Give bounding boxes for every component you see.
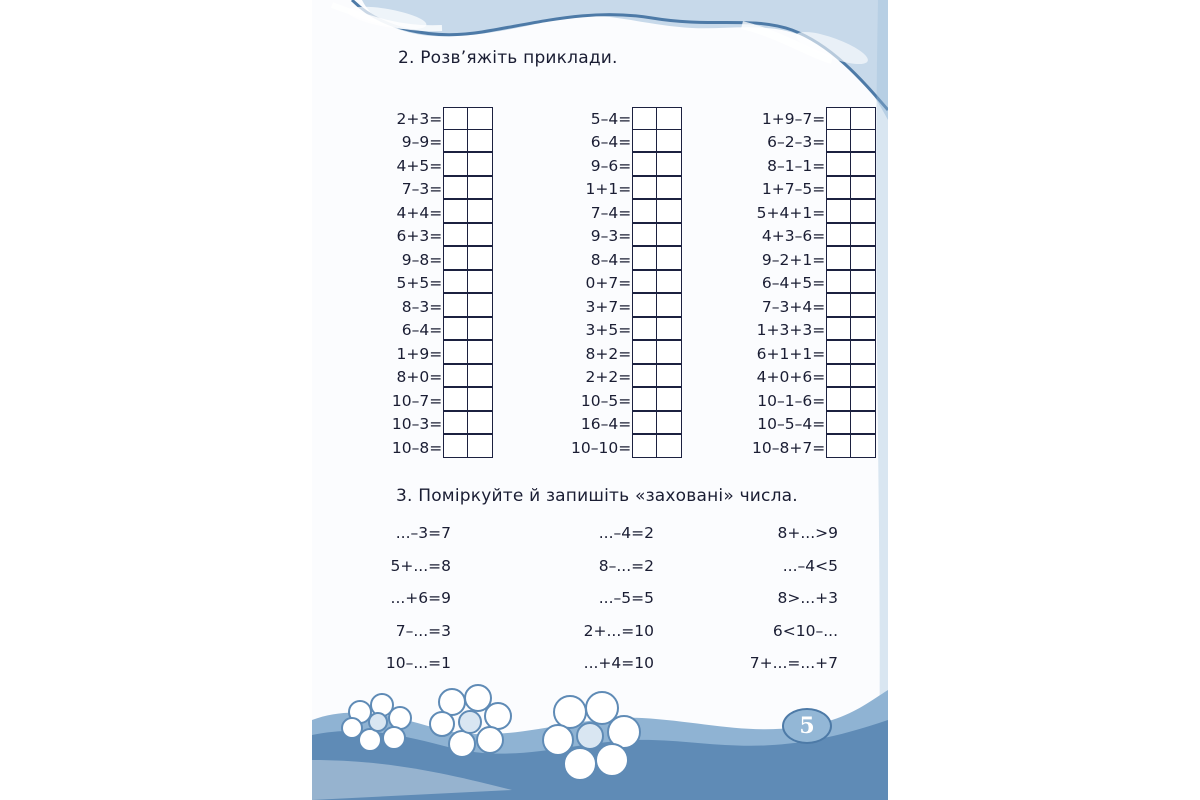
problem-expression: 2+2= bbox=[585, 368, 632, 387]
hidden-number-problem: ...+6=9 bbox=[390, 589, 451, 607]
answer-box[interactable] bbox=[850, 340, 876, 364]
problem-row bbox=[571, 248, 682, 272]
answer-box[interactable] bbox=[826, 387, 852, 411]
hidden-number-problem: 6<10–... bbox=[772, 621, 838, 640]
answer-boxes bbox=[444, 107, 493, 131]
answer-box[interactable] bbox=[443, 364, 469, 388]
problem-row bbox=[392, 342, 493, 366]
answer-boxes bbox=[444, 178, 493, 202]
answer-boxes bbox=[827, 319, 876, 343]
worksheet-page bbox=[312, 0, 888, 800]
answer-boxes bbox=[444, 154, 493, 178]
problem-row bbox=[392, 366, 493, 390]
problem-row bbox=[752, 131, 876, 155]
hidden-number-problem: 7–...=3 bbox=[395, 621, 451, 640]
problem-row bbox=[571, 225, 682, 249]
problem-expression: 7–3= bbox=[401, 180, 443, 199]
problem-expression: 10–5–4= bbox=[757, 415, 826, 434]
answer-boxes bbox=[633, 248, 682, 272]
answer-boxes bbox=[827, 107, 876, 131]
problem-expression: 16–4= bbox=[580, 415, 632, 434]
answer-box[interactable] bbox=[443, 107, 469, 131]
answer-boxes bbox=[633, 319, 682, 343]
problem-row bbox=[571, 389, 682, 413]
problem-column-3 bbox=[752, 107, 876, 460]
answer-box[interactable] bbox=[632, 176, 658, 200]
problem-expression: 1+3+3= bbox=[756, 321, 826, 340]
hidden-number-problem: 2+...=10 bbox=[583, 621, 654, 640]
answer-box[interactable] bbox=[656, 199, 682, 223]
problem-expression: 9–9= bbox=[401, 133, 443, 152]
hidden-number-problem: ...–5=5 bbox=[598, 589, 654, 607]
problem-expression: 3+7= bbox=[585, 297, 632, 316]
hidden-number-problem: 8+...>9 bbox=[777, 524, 838, 542]
problem-row bbox=[571, 413, 682, 437]
problem-expression: 3+5= bbox=[585, 321, 632, 340]
problem-row bbox=[571, 272, 682, 296]
answer-boxes bbox=[633, 413, 682, 437]
hidden-number-problem: 8–...=2 bbox=[598, 556, 654, 575]
answer-boxes bbox=[827, 342, 876, 366]
problem-row bbox=[571, 107, 682, 131]
answer-box[interactable] bbox=[467, 364, 493, 388]
problem-row bbox=[752, 413, 876, 437]
problem-row bbox=[752, 107, 876, 131]
problem-expression: 4+4= bbox=[396, 203, 443, 222]
problem-expression: 9–8= bbox=[401, 250, 443, 269]
answer-box[interactable] bbox=[826, 340, 852, 364]
answer-boxes bbox=[827, 178, 876, 202]
problem-expression: 1+7–5= bbox=[761, 180, 826, 199]
answer-boxes bbox=[633, 131, 682, 155]
answer-box[interactable] bbox=[467, 434, 493, 458]
answer-boxes bbox=[827, 366, 876, 390]
answer-boxes bbox=[444, 248, 493, 272]
answer-box[interactable] bbox=[467, 270, 493, 294]
answer-boxes bbox=[827, 436, 876, 460]
answer-boxes bbox=[444, 295, 493, 319]
problem-expression: 6–4= bbox=[590, 133, 632, 152]
answer-box[interactable] bbox=[632, 434, 658, 458]
answer-boxes bbox=[633, 342, 682, 366]
hidden-number-problem: ...–4<5 bbox=[782, 556, 838, 575]
answer-box[interactable] bbox=[632, 364, 658, 388]
answer-box[interactable] bbox=[826, 434, 852, 458]
answer-box[interactable] bbox=[850, 411, 876, 435]
answer-boxes bbox=[827, 201, 876, 225]
problem-row bbox=[752, 319, 876, 343]
answer-box[interactable] bbox=[850, 246, 876, 270]
answer-boxes bbox=[444, 272, 493, 296]
problem-row bbox=[392, 389, 493, 413]
answer-box[interactable] bbox=[632, 107, 658, 131]
problem-expression: 8+2= bbox=[585, 344, 632, 363]
problem-column-1 bbox=[392, 107, 493, 460]
problem-row bbox=[752, 178, 876, 202]
answer-box[interactable] bbox=[467, 246, 493, 270]
problem-row bbox=[392, 248, 493, 272]
answer-box[interactable] bbox=[656, 223, 682, 247]
answer-box[interactable] bbox=[632, 317, 658, 341]
problem-expression: 8–4= bbox=[590, 250, 632, 269]
answer-box[interactable] bbox=[656, 176, 682, 200]
problem-row bbox=[752, 436, 876, 460]
answer-boxes bbox=[827, 295, 876, 319]
answer-box[interactable] bbox=[467, 223, 493, 247]
problem-row bbox=[571, 154, 682, 178]
page-number: 5 bbox=[782, 708, 832, 744]
problem-row bbox=[752, 389, 876, 413]
answer-box[interactable] bbox=[850, 364, 876, 388]
answer-boxes bbox=[633, 178, 682, 202]
answer-boxes bbox=[444, 366, 493, 390]
problem-row bbox=[392, 413, 493, 437]
problem-expression: 10–5= bbox=[580, 391, 632, 410]
answer-box[interactable] bbox=[443, 176, 469, 200]
problem-column-2 bbox=[571, 107, 682, 460]
answer-box[interactable] bbox=[850, 293, 876, 317]
answer-box[interactable] bbox=[443, 293, 469, 317]
answer-boxes bbox=[444, 413, 493, 437]
problem-row bbox=[571, 342, 682, 366]
problem-row bbox=[752, 366, 876, 390]
answer-box[interactable] bbox=[443, 223, 469, 247]
answer-box[interactable] bbox=[850, 107, 876, 131]
answer-boxes bbox=[633, 436, 682, 460]
problem-row bbox=[752, 225, 876, 249]
problem-row bbox=[571, 436, 682, 460]
problem-expression: 10–1–6= bbox=[757, 391, 826, 410]
answer-box[interactable] bbox=[632, 387, 658, 411]
problem-row bbox=[752, 201, 876, 225]
answer-box[interactable] bbox=[826, 411, 852, 435]
answer-box[interactable] bbox=[656, 293, 682, 317]
problem-row bbox=[752, 248, 876, 272]
answer-box[interactable] bbox=[850, 387, 876, 411]
answer-box[interactable] bbox=[632, 129, 658, 153]
answer-boxes bbox=[444, 201, 493, 225]
problem-row bbox=[752, 342, 876, 366]
answer-box[interactable] bbox=[850, 199, 876, 223]
answer-box[interactable] bbox=[850, 434, 876, 458]
problem-expression: 10–8+7= bbox=[752, 438, 826, 457]
answer-box[interactable] bbox=[826, 317, 852, 341]
answer-box[interactable] bbox=[443, 270, 469, 294]
hidden-number-problem: 8>...+3 bbox=[777, 589, 838, 607]
answer-box[interactable] bbox=[467, 107, 493, 131]
answer-box[interactable] bbox=[467, 317, 493, 341]
problem-expression: 1+9–7= bbox=[761, 109, 826, 128]
answer-boxes bbox=[444, 436, 493, 460]
answer-box[interactable] bbox=[443, 434, 469, 458]
answer-box[interactable] bbox=[443, 199, 469, 223]
answer-boxes bbox=[633, 154, 682, 178]
problem-row bbox=[571, 295, 682, 319]
problem-expression: 10–8= bbox=[391, 438, 443, 457]
hidden-number-problem: 10–...=1 bbox=[385, 654, 451, 672]
problem-expression: 6–4= bbox=[401, 321, 443, 340]
answer-box[interactable] bbox=[850, 152, 876, 176]
answer-boxes bbox=[827, 272, 876, 296]
problem-expression: 1+1= bbox=[585, 180, 632, 199]
answer-box[interactable] bbox=[826, 176, 852, 200]
problem-row bbox=[392, 178, 493, 202]
problem-expression: 10–10= bbox=[571, 438, 632, 457]
problem-row bbox=[571, 366, 682, 390]
answer-box[interactable] bbox=[632, 152, 658, 176]
problem-expression: 4+3–6= bbox=[761, 227, 826, 246]
answer-box[interactable] bbox=[467, 199, 493, 223]
answer-boxes bbox=[633, 389, 682, 413]
answer-boxes bbox=[827, 154, 876, 178]
problem-expression: 9–2+1= bbox=[761, 250, 826, 269]
answer-boxes bbox=[633, 366, 682, 390]
problem-expression: 7–4= bbox=[590, 203, 632, 222]
answer-box[interactable] bbox=[656, 411, 682, 435]
answer-boxes bbox=[444, 225, 493, 249]
problem-expression: 6+1+1= bbox=[756, 344, 826, 363]
answer-box[interactable] bbox=[467, 176, 493, 200]
answer-boxes bbox=[827, 248, 876, 272]
problem-row bbox=[392, 154, 493, 178]
answer-box[interactable] bbox=[467, 411, 493, 435]
hidden-number-problem: ...+4=10 bbox=[583, 654, 654, 672]
problem-row bbox=[392, 225, 493, 249]
answer-box[interactable] bbox=[443, 246, 469, 270]
answer-box[interactable] bbox=[826, 223, 852, 247]
answer-box[interactable] bbox=[656, 317, 682, 341]
answer-box[interactable] bbox=[826, 129, 852, 153]
answer-box[interactable] bbox=[632, 340, 658, 364]
answer-box[interactable] bbox=[656, 434, 682, 458]
answer-box[interactable] bbox=[826, 270, 852, 294]
answer-boxes bbox=[444, 389, 493, 413]
answer-box[interactable] bbox=[850, 270, 876, 294]
answer-boxes bbox=[633, 225, 682, 249]
problem-expression: 6+3= bbox=[396, 227, 443, 246]
answer-boxes bbox=[444, 131, 493, 155]
problem-row bbox=[571, 201, 682, 225]
problem-expression: 2+3= bbox=[396, 109, 443, 128]
answer-box[interactable] bbox=[467, 293, 493, 317]
answer-boxes bbox=[827, 225, 876, 249]
answer-box[interactable] bbox=[443, 129, 469, 153]
problem-expression: 9–3= bbox=[590, 227, 632, 246]
answer-box[interactable] bbox=[443, 152, 469, 176]
hidden-number-problem: ...–4=2 bbox=[598, 524, 654, 542]
problem-expression: 4+5= bbox=[396, 156, 443, 175]
hidden-number-problem: 5+...=8 bbox=[390, 556, 451, 575]
problem-row bbox=[392, 319, 493, 343]
answer-box[interactable] bbox=[467, 340, 493, 364]
hidden-number-problem: 7+...=...+7 bbox=[749, 654, 838, 672]
answer-box[interactable] bbox=[632, 270, 658, 294]
answer-box[interactable] bbox=[826, 107, 852, 131]
problem-row bbox=[392, 272, 493, 296]
problem-expression: 6–4+5= bbox=[761, 274, 826, 293]
answer-box[interactable] bbox=[850, 223, 876, 247]
problem-expression: 5–4= bbox=[590, 109, 632, 128]
answer-box[interactable] bbox=[632, 223, 658, 247]
answer-box[interactable] bbox=[467, 129, 493, 153]
problem-expression: 6–2–3= bbox=[767, 133, 826, 152]
answer-box[interactable] bbox=[656, 129, 682, 153]
answer-box[interactable] bbox=[443, 317, 469, 341]
answer-box[interactable] bbox=[826, 246, 852, 270]
problem-row bbox=[571, 178, 682, 202]
answer-box[interactable] bbox=[632, 199, 658, 223]
answer-box[interactable] bbox=[467, 387, 493, 411]
answer-box[interactable] bbox=[656, 340, 682, 364]
problem-expression: 10–3= bbox=[391, 415, 443, 434]
problem-row bbox=[752, 154, 876, 178]
section-2-title: 2. Розв’яжіть приклади. bbox=[398, 48, 618, 68]
problem-row bbox=[752, 272, 876, 296]
answer-box[interactable] bbox=[443, 340, 469, 364]
hidden-number-problem: ...–3=7 bbox=[395, 524, 451, 542]
answer-box[interactable] bbox=[656, 152, 682, 176]
problem-row bbox=[392, 107, 493, 131]
answer-box[interactable] bbox=[826, 364, 852, 388]
section-3-title: 3. Поміркуйте й запишіть «заховані» числа. bbox=[396, 486, 798, 506]
answer-box[interactable] bbox=[656, 246, 682, 270]
answer-boxes bbox=[827, 131, 876, 155]
problem-row bbox=[752, 295, 876, 319]
answer-box[interactable] bbox=[826, 293, 852, 317]
problem-row bbox=[392, 436, 493, 460]
answer-boxes bbox=[633, 107, 682, 131]
problem-expression: 4+0+6= bbox=[756, 368, 826, 387]
problem-row bbox=[392, 295, 493, 319]
answer-box[interactable] bbox=[850, 129, 876, 153]
answer-box[interactable] bbox=[826, 199, 852, 223]
problem-expression: 1+9= bbox=[396, 344, 443, 363]
answer-boxes bbox=[633, 272, 682, 296]
problem-expression: 5+5= bbox=[396, 274, 443, 293]
answer-box[interactable] bbox=[850, 176, 876, 200]
problem-expression: 7–3+4= bbox=[761, 297, 826, 316]
answer-box[interactable] bbox=[850, 317, 876, 341]
answer-box[interactable] bbox=[443, 387, 469, 411]
problem-expression: 8–1–1= bbox=[767, 156, 826, 175]
problem-row bbox=[392, 131, 493, 155]
answer-box[interactable] bbox=[467, 152, 493, 176]
answer-box[interactable] bbox=[443, 411, 469, 435]
problem-expression: 8–3= bbox=[401, 297, 443, 316]
answer-box[interactable] bbox=[656, 364, 682, 388]
answer-box[interactable] bbox=[632, 246, 658, 270]
answer-boxes bbox=[444, 342, 493, 366]
answer-box[interactable] bbox=[632, 293, 658, 317]
answer-box[interactable] bbox=[656, 270, 682, 294]
problem-expression: 8+0= bbox=[396, 368, 443, 387]
problem-row bbox=[571, 319, 682, 343]
problem-expression: 5+4+1= bbox=[756, 203, 826, 222]
problem-expression: 0+7= bbox=[585, 274, 632, 293]
problem-row bbox=[571, 131, 682, 155]
answer-box[interactable] bbox=[656, 107, 682, 131]
answer-box[interactable] bbox=[826, 152, 852, 176]
answer-boxes bbox=[827, 413, 876, 437]
answer-boxes bbox=[444, 319, 493, 343]
answer-box[interactable] bbox=[632, 411, 658, 435]
problem-expression: 10–7= bbox=[391, 391, 443, 410]
problem-expression: 9–6= bbox=[590, 156, 632, 175]
problem-row bbox=[392, 201, 493, 225]
answer-boxes bbox=[827, 389, 876, 413]
answer-box[interactable] bbox=[656, 387, 682, 411]
answer-boxes bbox=[633, 295, 682, 319]
answer-boxes bbox=[633, 201, 682, 225]
